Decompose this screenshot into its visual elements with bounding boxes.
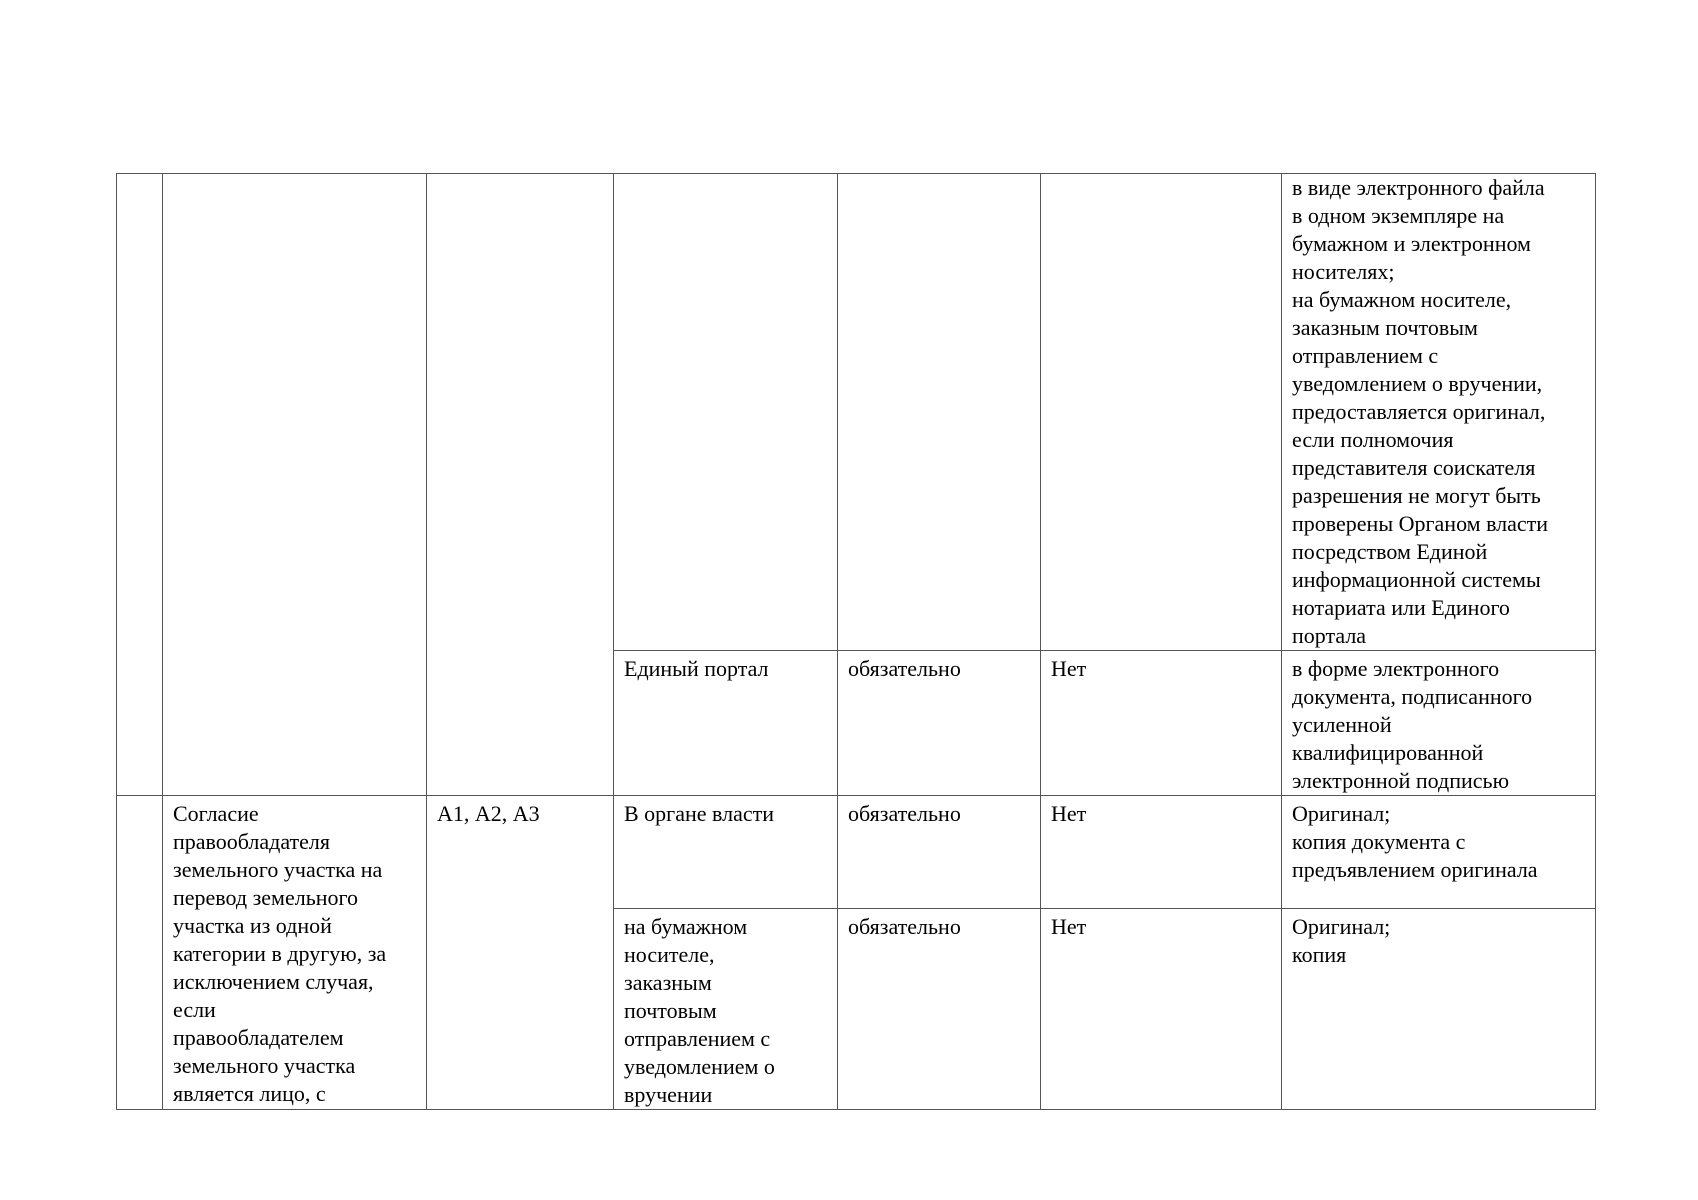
- form-cell: в виде электронного файла в одном экземпляре на бумажном и электронном носителях; на бумажном носителе, заказным почтовым отправлением с уведомлением о вручении, предоставляется оригинал, если полномочия представителя соискателя разрешения не могут быть проверены Органом власти посредством Единой информационной системы нотариата или Единого портала: [1282, 174, 1596, 651]
- method-cell: Единый портал: [614, 651, 838, 796]
- applicants-cell: [427, 174, 614, 796]
- table-row: [117, 796, 1596, 909]
- number-cell: [117, 174, 163, 796]
- flag-cell: [1041, 174, 1282, 651]
- form-cell: Оригинал; копия: [1282, 909, 1596, 1110]
- requirement-cell: [838, 174, 1041, 651]
- document-name-cell: [163, 174, 427, 796]
- number-cell: [117, 796, 163, 1110]
- form-cell: Оригинал; копия документа с предъявлением оригинала: [1282, 796, 1596, 909]
- requirements-table: [116, 173, 1596, 1110]
- flag-cell: Нет: [1041, 651, 1282, 796]
- document-name-cell: Согласие правообладателя земельного участка на перевод земельного участка из одной категории в другую, за исключением случая, если правообладателем земельного участка является лицо, с: [163, 796, 427, 1110]
- flag-cell: Нет: [1041, 909, 1282, 1110]
- flag-cell: Нет: [1041, 796, 1282, 909]
- requirement-cell: обязательно: [838, 651, 1041, 796]
- requirement-cell: обязательно: [838, 796, 1041, 909]
- table-row: [117, 174, 1596, 651]
- applicants-cell: А1, А2, А3: [427, 796, 614, 1110]
- method-cell: на бумажном носителе, заказным почтовым отправлением с уведомлением о вручении: [614, 909, 838, 1110]
- requirement-cell: обязательно: [838, 909, 1041, 1110]
- form-cell: в форме электронного документа, подписанного усиленной квалифицированной электронной подписью: [1282, 651, 1596, 796]
- method-cell: [614, 174, 838, 651]
- method-cell: В органе власти: [614, 796, 838, 909]
